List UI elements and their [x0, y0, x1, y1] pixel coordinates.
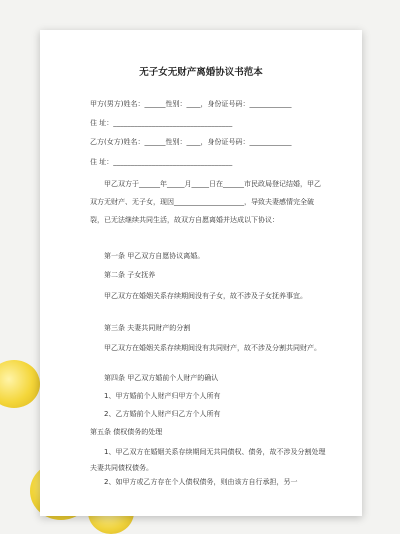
marriage-statement: 甲乙双方于______年_____月_____日在______市民政局登记结婚，甲乙双方无财产、无子女，现因____________________，导致夫妻感情完全破裂，已无法继续共同生活，故双方自愿离婚并达成以下协议： [90, 180, 321, 224]
party-a-address: 住 址：__________________________________ [90, 119, 233, 127]
party-a-info: 甲方(男方)姓名：______性别：____，身份证号码：____________ [90, 100, 292, 108]
article-5-heading: 第五条 债权债务的处理 [90, 428, 163, 436]
lemon-decoration [0, 360, 40, 408]
article-1: 第一条 甲乙双方自愿协议离婚。 [104, 252, 205, 260]
party-b-info: 乙方(女方)姓名：______性别：____，身份证号码：____________ [90, 138, 292, 146]
article-2-heading: 第二条 子女抚养 [104, 271, 156, 279]
document-title: 无子女无财产离婚协议书范本 [139, 67, 263, 78]
article-3-heading: 第三条 夫妻共同财产的分割 [104, 324, 191, 332]
article-4-item-1: 1、甲方婚前个人财产归甲方个人所有 [104, 392, 221, 400]
article-5-item-1: 1、甲乙双方在婚姻关系存续期间无共同债权、债务，故不涉及分割处理夫妻共同债权债务。 [90, 448, 326, 472]
article-5-item-2: 2、如甲方或乙方存在个人债权债务，则由该方自行承担，另一 [104, 478, 298, 486]
article-4-item-2: 2、乙方婚前个人财产归乙方个人所有 [104, 410, 221, 418]
document-page [40, 30, 362, 516]
article-3-text: 甲乙双方在婚姻关系存续期间没有共同财产，故不涉及分割共同财产。 [104, 344, 321, 352]
article-4-heading: 第四条 甲乙双方婚前个人财产的确认 [104, 374, 219, 382]
article-2-text: 甲乙双方在婚姻关系存续期间没有子女，故不涉及子女抚养事宜。 [104, 292, 307, 300]
party-b-address: 住 址：__________________________________ [90, 158, 233, 166]
